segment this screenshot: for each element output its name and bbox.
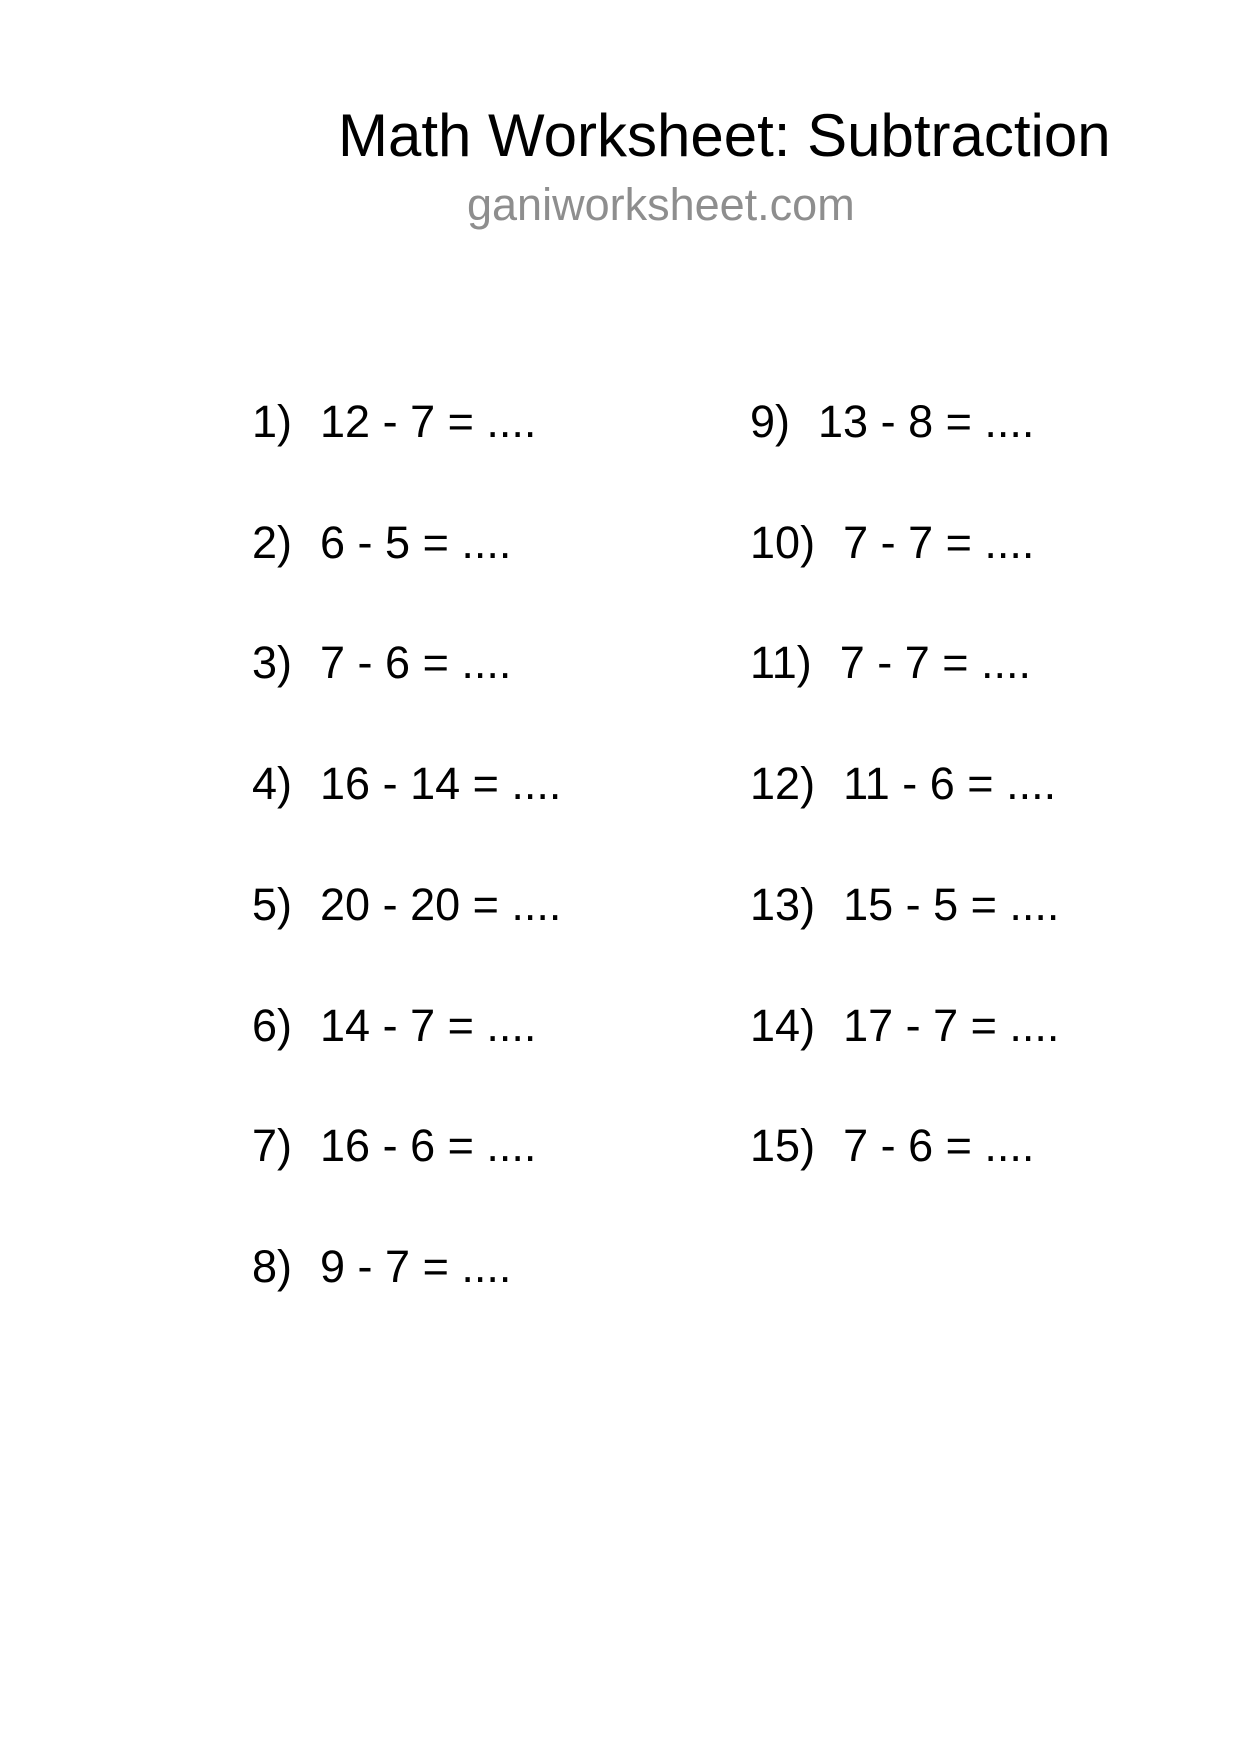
- problem-number: 8): [252, 1241, 293, 1292]
- page-title: Math Worksheet: Subtraction: [338, 102, 1111, 169]
- problem-row: [202, 958, 536, 1093]
- problem-number: 15): [750, 1120, 816, 1171]
- site-credit: ganiworksheet.com: [467, 179, 855, 230]
- problem-number: 11): [750, 637, 812, 688]
- problem-expression: 7 - 6 = ....: [843, 1120, 1035, 1171]
- problem-expression: 7 - 7 = ....: [839, 637, 1032, 688]
- problem-expression: 6 - 5 = ....: [320, 517, 512, 568]
- problem-number: 6): [252, 1000, 293, 1051]
- problem-number: 4): [252, 758, 293, 809]
- problem-expression: 17 - 7 = ....: [843, 1000, 1060, 1051]
- problem-expression: 7 - 6 = ....: [320, 637, 512, 688]
- problem-row: [202, 837, 561, 972]
- problem-number: 1): [252, 396, 293, 447]
- problem-row: [202, 354, 536, 489]
- problem-number: 9): [750, 396, 791, 447]
- problem-expression: 12 - 7 = ....: [320, 396, 537, 447]
- problem-expression: 15 - 5 = ....: [843, 879, 1060, 930]
- problem-expression: 11 - 6 = ....: [843, 758, 1057, 809]
- problem-number: 2): [252, 517, 293, 568]
- problem-expression: 7 - 7 = ....: [843, 517, 1035, 568]
- problem-expression: 13 - 8 = ....: [818, 396, 1035, 447]
- problem-row: [700, 837, 1059, 972]
- problem-expression: 20 - 20 = ....: [320, 879, 562, 930]
- problem-number: 12): [750, 758, 816, 809]
- problem-number: 14): [750, 1000, 816, 1051]
- problem-row: [700, 1078, 1034, 1213]
- problem-number: 5): [252, 879, 293, 930]
- problem-expression: 16 - 14 = ....: [320, 758, 562, 809]
- problem-row: [700, 595, 1031, 730]
- problem-number: 13): [750, 879, 816, 930]
- problem-row: [700, 958, 1059, 1093]
- problem-row: [700, 716, 1056, 851]
- problem-row: [202, 1199, 511, 1334]
- problem-number: 7): [252, 1120, 293, 1171]
- problem-expression: 14 - 7 = ....: [320, 1000, 537, 1051]
- problem-row: [700, 475, 1034, 610]
- problem-number: 3): [252, 637, 293, 688]
- problem-expression: 9 - 7 = ....: [320, 1241, 512, 1292]
- problem-row: [202, 475, 511, 610]
- problem-row: [202, 595, 511, 730]
- problem-row: [700, 354, 1034, 489]
- problem-row: [202, 1078, 536, 1213]
- problem-row: [202, 716, 561, 851]
- problem-number: 10): [750, 517, 816, 568]
- problem-expression: 16 - 6 = ....: [320, 1120, 537, 1171]
